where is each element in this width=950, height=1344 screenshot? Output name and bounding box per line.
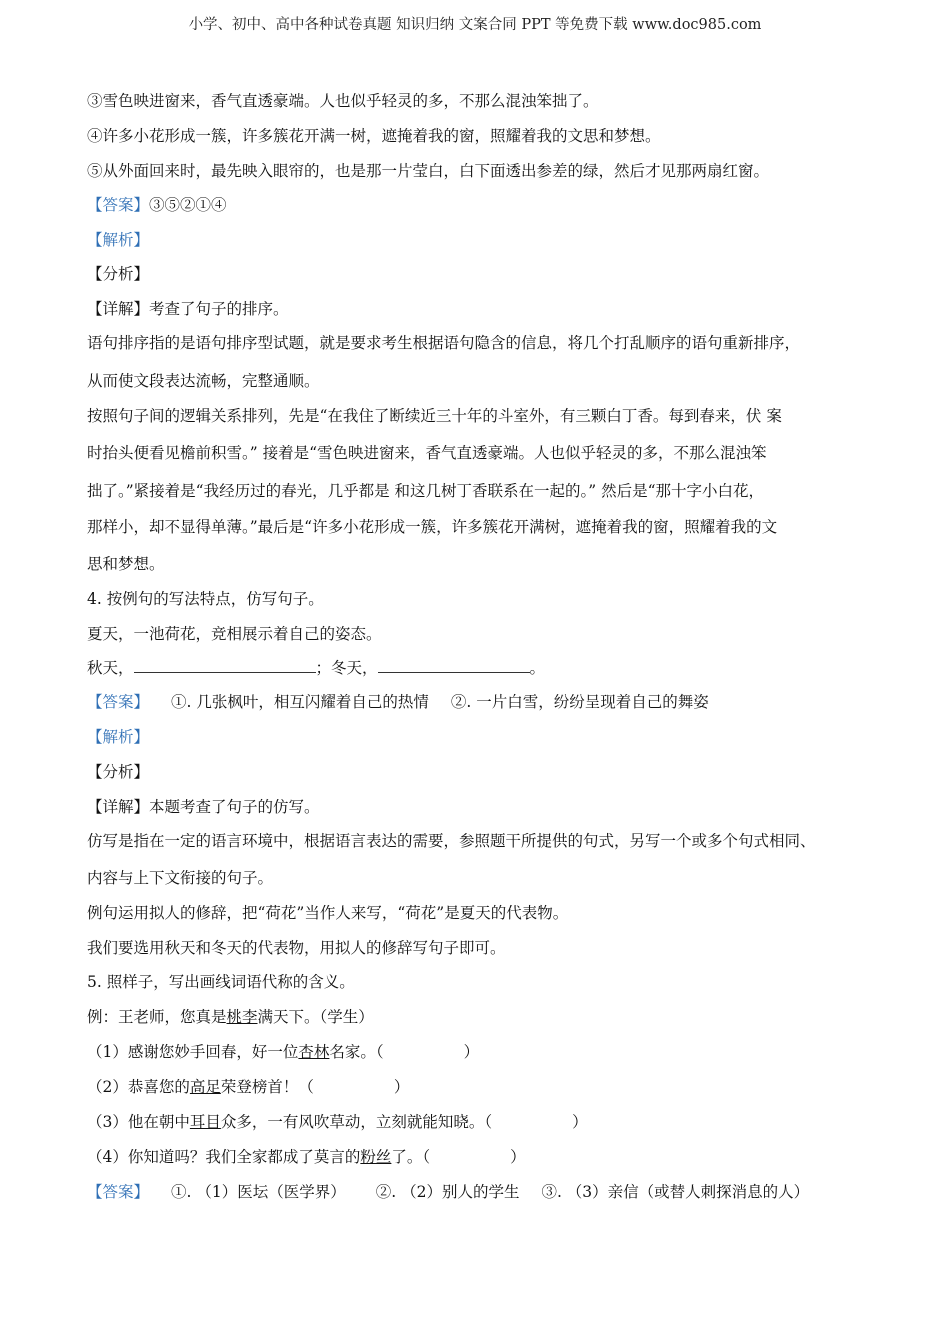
item-underlined: 高足	[189, 1078, 221, 1096]
close-paren: ）	[510, 1148, 526, 1166]
fill-winter-label: ；冬天，	[315, 659, 378, 677]
example-suffix: 满天下。（学生）	[257, 1008, 374, 1026]
option-3: ③雪色映进窗来，香气直透豪端。人也似乎轻灵的多，不那么混浊笨拙了。	[87, 92, 599, 110]
answer-tag: 【答案】	[87, 693, 150, 711]
q3-para2-line2: 时抬头便看见檐前积雪。” 接着是“雪色映进窗来，香气直透豪端。人也似乎轻灵的多，不那么混浊笨	[87, 444, 767, 462]
item-underlined: 粉丝	[360, 1148, 392, 1166]
answer-2: ②. （2）别人的学生	[375, 1183, 520, 1201]
item-prefix: （3）他在朝中	[87, 1113, 190, 1131]
q3-para1-line1: 语句排序指的是语句排序型试题，就是要求考生根据语句隐含的信息，将几个打乱顺序的语句重新排序，	[87, 334, 801, 352]
q3-para2-line5: 思和梦想。	[87, 555, 165, 573]
q4-example: 夏天，一池荷花，竞相展示着自己的姿态。	[87, 625, 382, 643]
q4-para3: 我们要选用秋天和冬天的代表物，用拟人的修辞写句子即可。	[87, 939, 506, 957]
item-prefix: （4）你知道吗？我们全家都成了莫言的	[87, 1148, 361, 1166]
page-header: 小学、初中、高中各种试卷真题 知识归纳 文案合同 PPT 等免费下载 www.doc985.com	[188, 17, 762, 33]
q3-answer	[87, 193, 227, 215]
answer-tag: 【答案】	[87, 1183, 150, 1201]
q5-item-4	[87, 1145, 526, 1167]
xiangjie-text: 本题考查了句子的仿写。	[149, 798, 320, 816]
q5-item-2	[87, 1075, 409, 1097]
option-5: ⑤从外面回来时，最先映入眼帘的，也是那一片莹白，白下面透出参差的绿，然后才见那两扇红窗。	[87, 162, 770, 180]
item-prefix: （1）感谢您妙手回春，好一位	[87, 1043, 299, 1061]
fill-autumn-label: 秋天，	[87, 659, 134, 677]
q5-item-3	[87, 1110, 588, 1132]
q4-para1-line2: 内容与上下文衔接的句子。	[87, 869, 274, 887]
q4-fill-line	[87, 656, 545, 678]
item-suffix: 众多，一有风吹草动，立刻就能知晓。（	[220, 1113, 493, 1131]
xiangjie-tag: 【详解】	[87, 798, 150, 816]
item-prefix: （2）恭喜您的	[87, 1078, 190, 1096]
answer-1: ①. 几张枫叶，相互闪耀着自己的热情	[171, 693, 429, 711]
q4-title: 4. 按例句的写法特点，仿写句子。	[87, 590, 324, 608]
q3-para1-line2: 从而使文段表达流畅，完整通顺。	[87, 372, 320, 390]
q4-xiangjie	[87, 795, 320, 817]
q3-para2-line4: 那样小，却不显得单薄。”最后是“许多小花形成一簇，许多簇花开满树，遮掩着我的窗，照耀着我的文	[87, 518, 778, 536]
answer-3: ③. （3）亲信（或替人刺探消息的人）	[541, 1183, 810, 1201]
item-suffix: 荣登榜首！（	[220, 1078, 314, 1096]
q4-answer	[87, 690, 709, 712]
answer-text: ③⑤②①④	[149, 196, 227, 214]
close-paren: ）	[463, 1043, 480, 1061]
q5-example	[87, 1005, 374, 1027]
answer-tag: 【答案】	[87, 196, 150, 214]
item-underlined: 杏林	[298, 1043, 330, 1061]
q4-para2: 例句运用拟人的修辞，把“荷花”当作人来写，“荷花”是夏天的代表物。	[87, 904, 569, 922]
fill-blank-winter[interactable]	[378, 658, 530, 673]
item-suffix: 了。（	[391, 1148, 431, 1166]
q3-para2-line3: 拙了。”紧接着是“我经历过的春光，几乎都是 和这几树丁香联系在一起的。” 然后是“那十字小白花，	[87, 482, 765, 500]
q4-para1-line1: 仿写是指在一定的语言环境中，根据语言表达的需要，参照题干所提供的句式，另写一个或多个句式相同、	[87, 832, 816, 850]
fill-blank-autumn[interactable]	[134, 658, 316, 673]
item-underlined: 耳目	[189, 1113, 221, 1131]
q5-title: 5. 照样子，写出画线词语代称的含义。	[87, 973, 355, 991]
q4-jiexi-tag: 【解析】	[87, 728, 150, 746]
q3-jiexi-tag: 【解析】	[87, 231, 150, 249]
q3-xiangjie	[87, 297, 289, 319]
option-4: ④许多小花形成一簇，许多簇花开满一树，遮掩着我的窗，照耀着我的文思和梦想。	[87, 127, 661, 145]
q4-fenxi-tag: 【分析】	[87, 763, 150, 781]
fill-end: 。	[529, 659, 546, 677]
xiangjie-text: 考查了句子的排序。	[149, 300, 289, 318]
xiangjie-tag: 【详解】	[87, 300, 150, 318]
q3-fenxi-tag: 【分析】	[87, 265, 150, 283]
example-prefix: 例：王老师，您真是	[87, 1008, 227, 1026]
close-paren: ）	[393, 1078, 410, 1096]
close-paren: ）	[572, 1113, 588, 1131]
answer-2: ②. 一片白雪，纷纷呈现着自己的舞姿	[450, 693, 709, 711]
answer-1: ①. （1）医坛（医学界）	[171, 1183, 346, 1201]
example-underlined: 桃李	[226, 1008, 258, 1026]
q5-item-1	[87, 1040, 479, 1062]
item-suffix: 名家。（	[329, 1043, 384, 1061]
q3-para2-line1: 按照句子间的逻辑关系排列，先是“在我住了断续近三十年的斗室外，有三颗白丁香。每到春来，伏 案	[87, 407, 782, 425]
q5-answer	[87, 1180, 809, 1202]
